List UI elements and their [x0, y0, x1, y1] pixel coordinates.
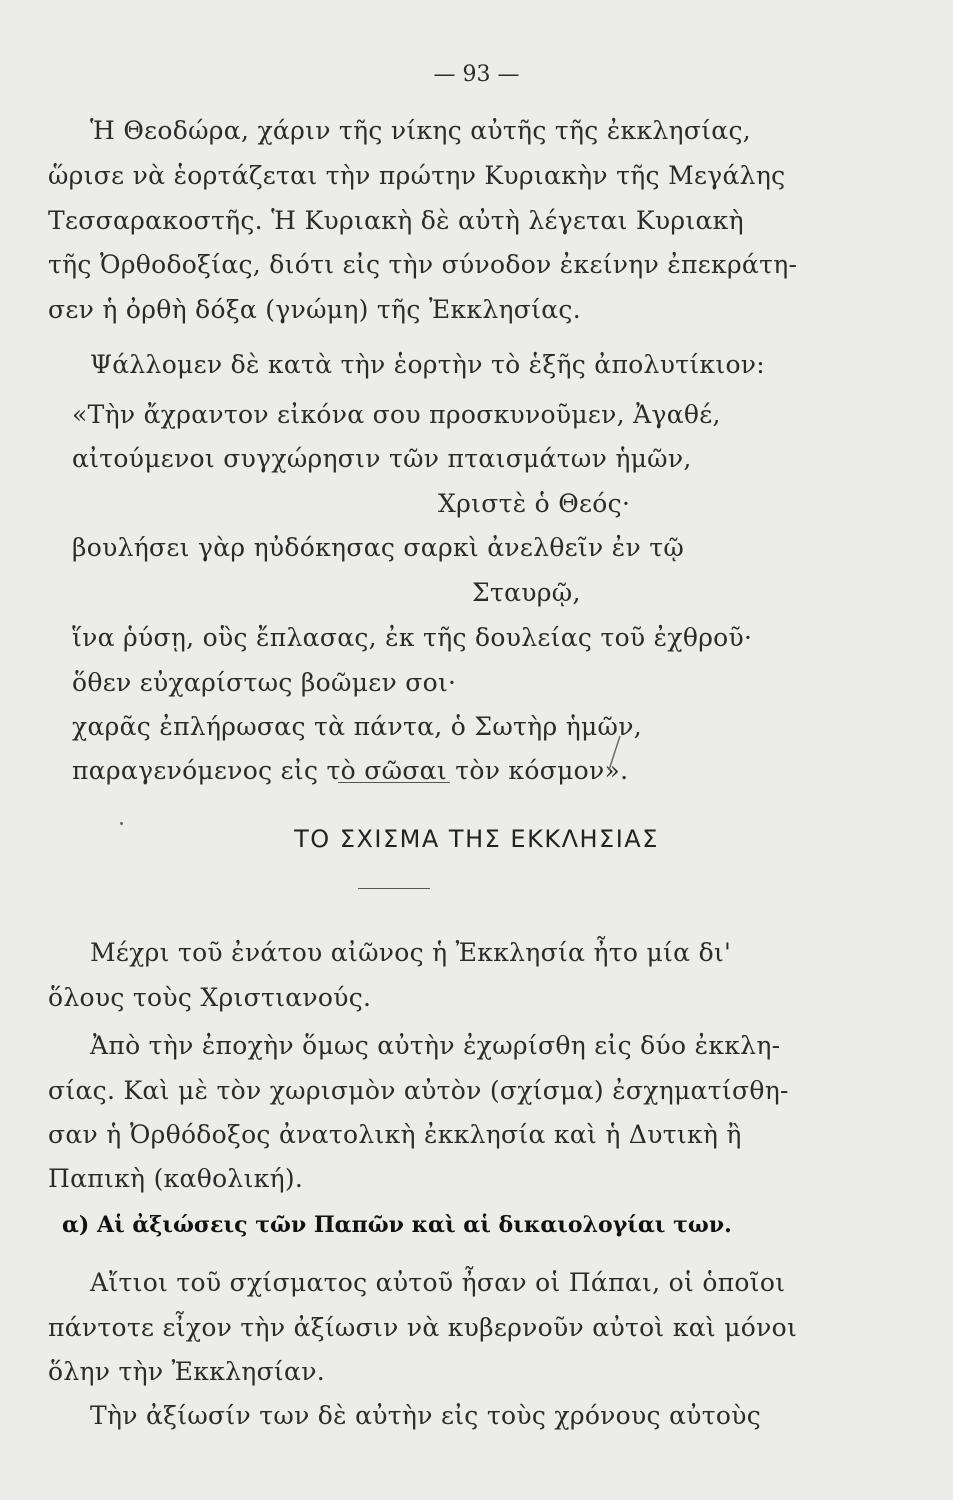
title-underline: [358, 888, 430, 889]
text-line: ὅλους τοὺς Χριστιανούς.: [48, 983, 372, 1012]
text-line: σαν ἡ Ὀρθόδοξος ἀνατολικὴ ἐκκλησία καὶ ἡ Δυτικὴ ἢ: [48, 1120, 742, 1149]
text-line: ὅλην τὴν Ἐκκλησίαν.: [48, 1357, 325, 1386]
text-line: σίας. Καὶ μὲ τὸν χωρισμὸν αὐτὸν (σχίσμα) ἐσχηματίσθη-: [48, 1076, 789, 1105]
pencil-stroke-mark: [606, 734, 622, 772]
text-line: ὥρισε νὰ ἑορτάζεται τὴν πρώτην Κυριακὴν τῆς Μεγάλης: [48, 161, 786, 190]
text-line: τῆς Ὀρθοδοξίας, διότι εἰς τὴν σύνοδον ἐκείνην ἐπεκράτη-: [48, 250, 798, 279]
hymn-line: Χριστὲ ὁ Θεός·: [438, 489, 631, 518]
text-line: Τὴν ἀξίωσίν των δὲ αὐτὴν εἰς τοὺς χρόνους αὐτοὺς: [90, 1401, 762, 1430]
text-line: Τεσσαρακοστῆς. Ἡ Κυριακὴ δὲ αὐτὴ λέγεται Κυριακὴ: [48, 206, 744, 235]
text-line: Αἴτιοι τοῦ σχίσματος αὐτοῦ ἦσαν οἱ Πάπαι, οἱ ὁποῖοι: [90, 1268, 786, 1297]
hymn-intro: Ψάλλομεν δὲ κατὰ τὴν ἑορτὴν τὸ ἑξῆς ἀπολυτίκιον:: [90, 350, 766, 379]
section-title: ΤΟ ΣΧΙΣΜΑ ΤΗΣ ΕΚΚΛΗΣΙΑΣ: [294, 825, 659, 853]
text-line: σεν ἡ ὀρθὴ δόξα (γνώμη) τῆς Ἐκκλησίας.: [48, 295, 581, 324]
text-line: πάντοτε εἶχον τὴν ἀξίωσιν νὰ κυβερνοῦν αὐτοὶ καὶ μόνοι: [48, 1313, 798, 1342]
hymn-line: ἵνα ῥύσῃ, οὓς ἔπλασας, ἐκ τῆς δουλείας τοῦ ἐχθροῦ·: [72, 623, 753, 652]
text-line: Μέχρι τοῦ ἐνάτου αἰῶνος ἡ Ἐκκλησία ἦτο μία δι': [90, 938, 732, 967]
hymn-line: παραγενόμενος εἰς τὸ σῶσαι τὸν κόσμον».: [72, 756, 629, 785]
hymn-line: Σταυρῷ,: [472, 578, 581, 607]
hymn-line: βουλήσει γὰρ ηὐδόκησας σαρκὶ ἀνελθεῖν ἐν τῷ: [72, 533, 685, 562]
page-number: — 93 —: [433, 62, 520, 87]
text-line: Ἀπὸ τὴν ἐποχὴν ὅμως αὐτὴν ἐχωρίσθη εἰς δύο ἐκκλη-: [90, 1031, 781, 1060]
hymn-line: ὅθεν εὐχαρίστως βοῶμεν σοι·: [72, 668, 457, 697]
hymn-line: «Τὴν ἄχραντον εἰκόνα σου προσκυνοῦμεν, Ἀγαθέ,: [72, 400, 721, 429]
text-line: Παπικὴ (καθολική).: [48, 1164, 304, 1193]
text-line: Ἡ Θεοδώρα, χάριν τῆς νίκης αὐτῆς τῆς ἐκκλησίας,: [90, 116, 752, 145]
hymn-line: αἰτούμενοι συγχώρησιν τῶν πταισμάτων ἡμῶν,: [72, 444, 692, 473]
hymn-line: χαρᾶς ἐπλήρωσας τὰ πάντα, ὁ Σωτὴρ ἡμῶν,: [72, 712, 642, 741]
subsection-heading: α) Αἱ ἀξιώσεις τῶν Παπῶν καὶ αἱ δικαιολογίαι των.: [62, 1212, 732, 1238]
section-divider: [338, 782, 450, 783]
